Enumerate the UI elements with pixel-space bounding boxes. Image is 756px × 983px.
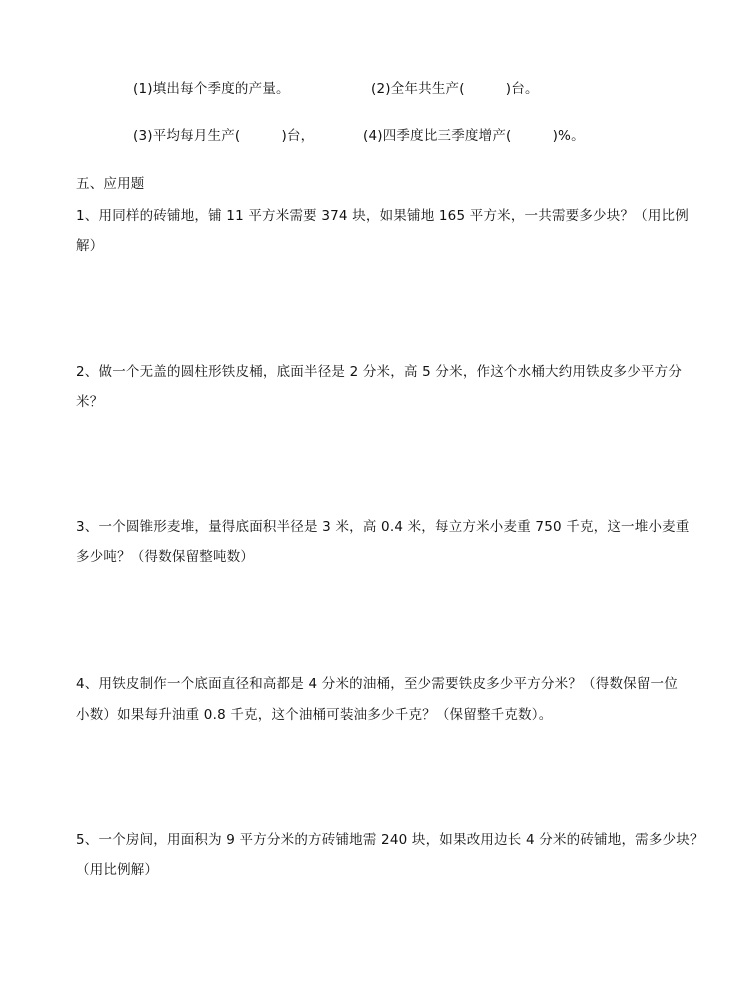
question-1-line-2: 解）: [76, 238, 104, 254]
fill-item-1: (1)填出每个季度的产量。: [133, 81, 290, 97]
question-4-line-2: 小数）如果每升油重 0.8 千克，这个油桶可装油多少千克？（保留整千克数）。: [76, 707, 553, 723]
question-5-line-2: （用比例解）: [76, 862, 159, 878]
question-1-line-1: 1、用同样的砖铺地，铺 11 平方米需要 374 块，如果铺地 165 平方米，一共需要多少块？（用比例: [76, 208, 689, 224]
fill-item-2: (2)全年共生产( )台。: [371, 81, 539, 97]
fill-item-3: (3)平均每月生产( )台，: [133, 128, 315, 144]
fill-item-4: (4)四季度比三季度增产( )%。: [363, 128, 585, 144]
section-title: 五、应用题: [76, 176, 145, 192]
question-5-line-1: 5、一个房间，用面积为 9 平方分米的方砖铺地需 240 块，如果改用边长 4 分米的砖铺地，需多少块？: [76, 832, 704, 848]
question-3-line-1: 3、一个圆锥形麦堆，量得底面积半径是 3 米，高 0.4 米，每立方米小麦重 750 千克，这一堆小麦重: [76, 519, 690, 535]
question-4-line-1: 4、用铁皮制作一个底面直径和高都是 4 分米的油桶，至少需要铁皮多少平方分米？（得数保留一位: [76, 676, 678, 692]
question-2-line-1: 2、做一个无盖的圆柱形铁皮桶，底面半径是 2 分米，高 5 分米，作这个水桶大约用铁皮多少平方分: [76, 364, 683, 380]
question-3-line-2: 多少吨？（得数保留整吨数）: [76, 549, 255, 565]
question-2-line-2: 米？: [76, 394, 104, 410]
